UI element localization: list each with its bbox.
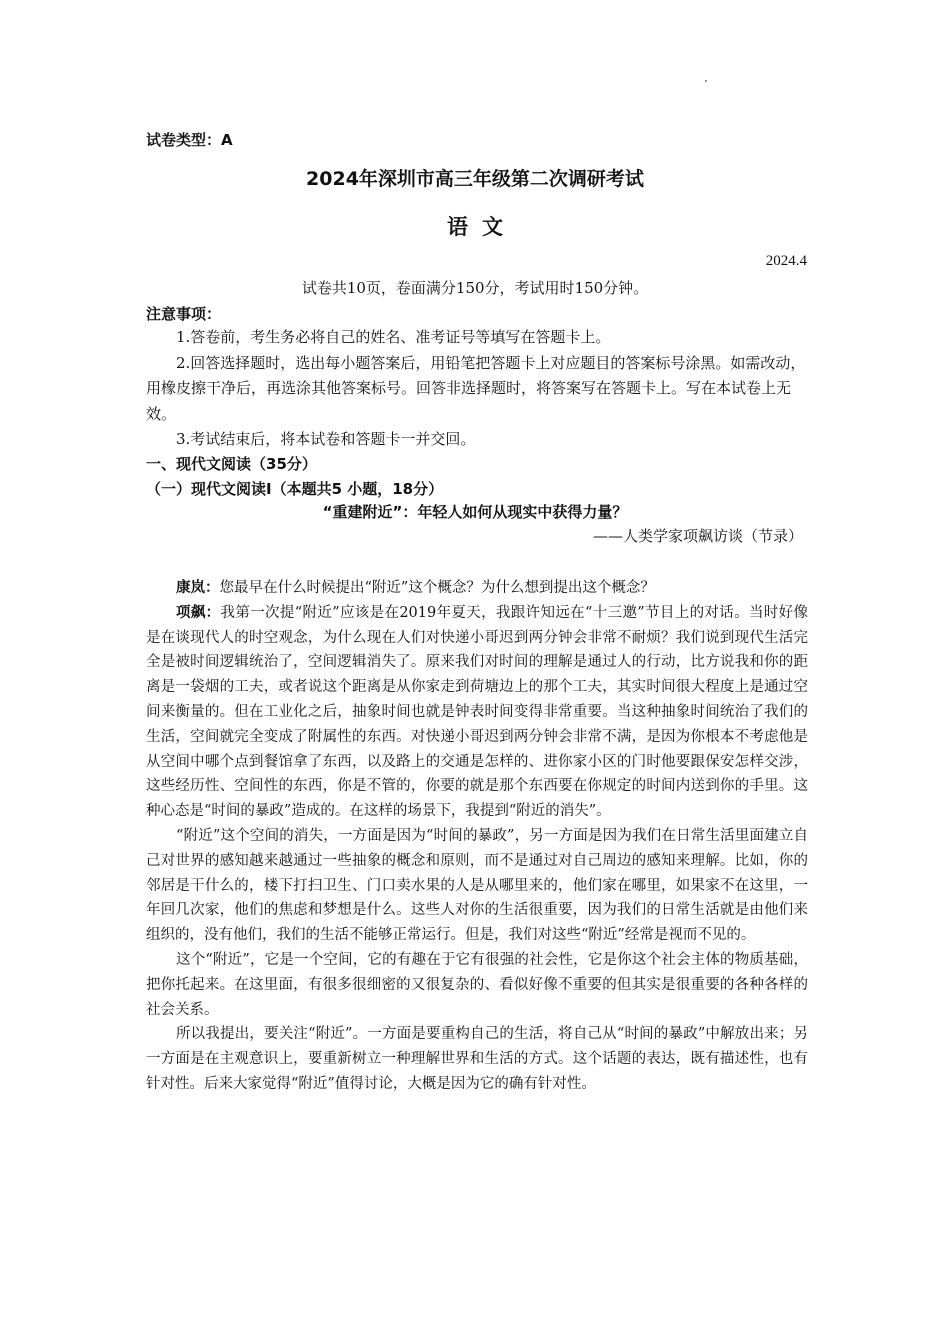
exam-title: 2024年深圳市高三年级第二次调研考试 [306, 168, 644, 190]
notice-item: 3.考试结束后，将本试卷和答题卡一并交回。 [176, 430, 476, 448]
article-body [146, 576, 808, 1097]
interviewee-name: 项飙： [176, 604, 221, 621]
answer-paragraph [146, 601, 808, 824]
answer-text: 我第一次提“附近”应该是在2019年夏天，我跟许知远在“十三邀”节目上的对话。当时好像是在谈现代人的时空观念，为什么现在人们对快递小哥迟到两分钟会非常不耐烦？我们说到现代生活完全是被时间逻辑统治了，空间逻辑消失了。原来我们对时间的理解是通过人的行动，比方说我和你的距离是一袋烟的工夫，或者说这个距离是从你家走到荷塘边上的那个工夫，其实时间很大程度上是通过空间来衡量的。但在工业化之后，抽象时间也就是钟表时间变得非常重要。当这种抽象时间统治了我们的生活，空间就完全变成了附属性的东西。对快递小哥迟到两分钟会非常不满，是因为你根本不考虑他是从空间中哪个点到餐馆拿了东西，以及路上的交通是怎样的、进你家小区的门时他要跟保安怎样交涉，这些经历性、空间性的东西，你是不管的，你要的就是那个东西要在你规定的时间内送到你的手里。这种心态是“时间的暴政”造成的。在这样的场景下，我提到“附近的消失”。 [146, 604, 808, 820]
scan-dot [705, 80, 707, 82]
notice-item: 2.回答选择题时，选出每小题答案后，用铅笔把答题卡上对应题目的答案标号涂黑。如需改动，用橡皮擦干净后，再选涂其他答案标号。回答非选择题时，将答案写在答题卡上。写在本试卷上无效。 [146, 353, 806, 423]
exam-info: 试卷共10页，卷面满分150分，考试用时150分钟。 [301, 279, 649, 297]
body-paragraph: 所以我提出，要关注“附近”。一方面是要重构自己的生活，将自己从“时间的暴政”中解放出来；另一方面是在主观意识上，要重新树立一种理解世界和生活的方式。这个话题的表达，既有描述性，也有针对性。后来大家觉得“附近”值得讨论，大概是因为它的确有针对性。 [146, 1026, 808, 1092]
article-title: “重建附近”：年轻人如何从现实中获得力量？ [322, 503, 628, 521]
article-byline: ——人类学家项飙访谈（节录） [592, 527, 803, 545]
notice-item: 1.答卷前，考生务必将自己的姓名、准考证号等填写在答题卡上。 [176, 328, 611, 346]
subsection-heading: （一）现代文阅读Ⅰ（本题共5 小题，18分） [146, 480, 444, 498]
interviewer-name: 康岚： [176, 580, 220, 596]
question-text: 您最早在什么时候提出“附近”这个概念？为什么想到提出这个概念？ [219, 580, 655, 596]
notice-title: 注意事项： [146, 305, 222, 323]
section-heading: 一、现代文阅读（35分） [146, 455, 317, 473]
exam-type: 试卷类型：A [146, 131, 233, 149]
notice-list [146, 325, 808, 453]
body-paragraph: “附近”这个空间的消失，一方面是因为“时间的暴政”，另一方面是因为我们在日常生活里面建立自己对世界的感知越来越通过一些抽象的概念和原则，而不是通过对自己周边的感知来理解。比如，你的邻居是干什么的，楼下打扫卫生、门口卖水果的人是从哪里来的，他们家在哪里，如果家不在这里，一年回几次家，他们的焦虑和梦想是什么。这些人对你的生活很重要，因为我们的日常生活就是由他们来组织的，没有他们，我们的生活不能够正常运行。但是，我们对这些“附近”经常是视而不见的。 [146, 827, 808, 944]
body-paragraph: 这个“附近”，它是一个空间，它的有趣在于它有很强的社会性，它是你这个社会主体的物质基础，把你托起来。在这里面，有很多很细密的又很复杂的、看似好像不重要的但其实是很重要的各种各样的社会关系。 [146, 951, 808, 1018]
subject-title: 语文 [447, 215, 517, 239]
question-paragraph [146, 576, 808, 601]
exam-date: 2024.4 [765, 253, 807, 269]
